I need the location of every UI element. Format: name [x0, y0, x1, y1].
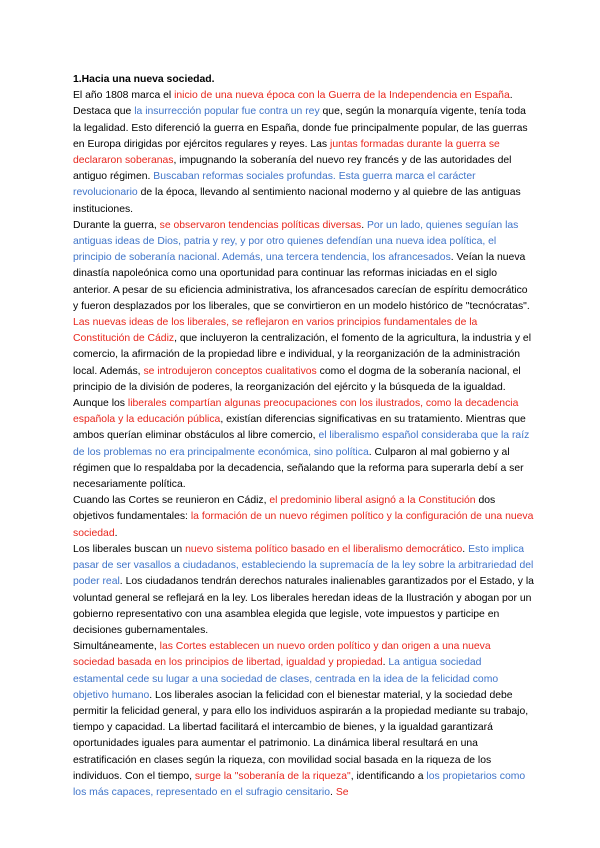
- paragraph-4: [73, 396, 535, 493]
- highlight-red: liberales compartían algunas preocupaciones con los ilustrados, como la decadencia española y la educación pública: [73, 398, 519, 426]
- text-run: como el dogma de la soberanía nacional, el principio de la división de poderes, la reorganización del ejército y la búsqueda de la igualdad.: [73, 365, 521, 393]
- paragraph-2: [73, 218, 535, 315]
- highlight-blue: La antigua sociedad estamental cede su lugar a una sociedad de clases, centrada en la idea de la felicidad como objetivo humano: [73, 657, 499, 701]
- text-run: que, según la monarquía vigente, tenía toda la legalidad. Esto diferenció la guerra en España, donde fue principalmente popular, de las guerras en Europa dirigidas por ejércitos regulares y reyes. Las: [73, 106, 528, 150]
- highlight-red: las Cortes establecen un nuevo orden político y dan origen a una nueva sociedad basada en los principios de libertad, igualdad y propiedad: [73, 641, 491, 669]
- paragraph-5: [73, 493, 535, 542]
- text-run: . Los ciudadanos tendrán derechos naturales inalienables garantizados por el Estado, y la voluntad general se reflejará en la ley. Los liberales heredan ideas de la Ilustración y abogan por un gobierno representativo con una asamblea elegida que legisle, vote impuestos y participe en decisiones gubernamentales.: [73, 576, 534, 636]
- highlight-blue: Por un lado, quienes seguían las antiguas ideas de Dios, patria y rey, y por otro quienes defendían una nueva idea política, el principio de soberanía nacional. Además, una tercera tendencia, los afrancesados: [73, 219, 519, 264]
- document-page: [73, 72, 535, 801]
- text-run: .: [462, 543, 469, 555]
- text-run: Durante la guerra,: [73, 219, 160, 231]
- highlight-red: se observaron tendencias políticas diversas: [159, 219, 362, 231]
- text-run: Los liberales buscan un: [73, 543, 186, 555]
- highlight-blue: el liberalismo español consideraba que la raíz de los problemas no era principalmente económica, sino política: [73, 430, 530, 458]
- text-run: de la época, llevando al sentimiento nacional moderno y al quiebre de las antiguas instituciones.: [73, 187, 521, 215]
- highlight-red: surge la "soberanía de la riqueza": [194, 770, 351, 782]
- text-run: El año 1808 marca el: [73, 90, 175, 102]
- document-body: [73, 88, 535, 801]
- highlight-blue: Buscaban reformas sociales profundas. Esta guerra marca el carácter revolucionario: [73, 171, 476, 199]
- text-run: , existían diferencias significativas en su tratamiento. Mientras que ambos querían eliminar obstáculos al libre comercio,: [73, 414, 526, 442]
- text-run: , impugnando la soberanía del nuevo rey francés y de las autoridades del antiguo régimen.: [73, 155, 512, 183]
- paragraph-3: [73, 315, 535, 396]
- highlight-red: nuevo sistema político basado en el liberalismo democrático: [185, 543, 463, 555]
- highlight-red: Se: [335, 786, 349, 798]
- text-run: , que incluyeron la centralización, el fomento de la agricultura, la industria y el comercio, la afirmación de la propiedad libre e individual, y la reorganización de la administración local. Además,: [73, 333, 532, 377]
- text-run: . Destaca que: [73, 90, 513, 118]
- highlight-red: se introdujeron conceptos cualitativos: [143, 365, 317, 377]
- text-run: . Los liberales asocian la felicidad con el bienestar material, y la sociedad debe permitir la felicidad general, y para ello los individuos aspirarán a la propiedad mediante su trabajo, tiempo y capacidad. La libertad facilitará el intercambio de bienes, y la igualdad garantizará oportunidades iguales para aumentar el patrimonio. La dinámica liberal resultará en una estratificación en clases según la riqueza, con movilidad social basada en la riqueza de los individuos. Con el tiempo,: [73, 689, 529, 782]
- paragraph-7: [73, 639, 535, 801]
- text-run: .: [382, 657, 389, 669]
- highlight-red: juntas formadas durante la guerra se declararon soberanas: [73, 138, 500, 167]
- text-run: Cuando las Cortes se reunieron en Cádiz,: [73, 495, 270, 507]
- highlight-red: el predominio liberal asignó a la Constitución: [269, 495, 476, 507]
- text-run: . Culparon al mal gobierno y al régimen que lo respaldaba por la decadencia, señalando que la reforma para superarla debí a ser necesariamente política.: [73, 446, 524, 491]
- paragraph-6: [73, 542, 535, 639]
- highlight-blue: la insurrección popular fue contra un rey: [134, 106, 320, 118]
- highlight-blue: los propietarios como los más capaces, representado en el sufragio censitario: [73, 770, 526, 798]
- text-run: Aunque los: [73, 398, 128, 410]
- section-title: 1.Hacia una nueva sociedad.: [73, 74, 215, 85]
- paragraph-1: [73, 88, 535, 218]
- text-run: .: [114, 527, 118, 539]
- highlight-red: Las nuevas ideas de los liberales, se reflejaron en varios principios fundamentales de la Constitución de Cádiz: [73, 317, 478, 345]
- highlight-red: la formación de un nuevo régimen político y la configuración de una nueva sociedad: [73, 511, 534, 539]
- text-run: .: [330, 786, 336, 798]
- text-run: .: [361, 219, 367, 231]
- text-run: . Veían la nueva dinastía napoleónica como una oportunidad para continuar las reformas iniciadas en el siglo anterior. A pesar de su eficiencia administrativa, los afrancesados carecían de espíritu democrático y fueron desplazados por los liberales, que se convirtieron en un modelo histórico de "tecnócratas".: [73, 252, 530, 312]
- text-run: dos objetivos fundamentales:: [73, 495, 496, 523]
- text-run: Simultáneamente,: [73, 641, 160, 653]
- highlight-red: inicio de una nueva época con la Guerra de la Independencia en España: [174, 90, 510, 102]
- highlight-blue: Esto implica pasar de ser vasallos a ciudadanos, estableciendo la supremacía de la ley sobre la arbitrariedad del poder real: [73, 543, 534, 588]
- text-run: , identificando a: [350, 770, 427, 782]
